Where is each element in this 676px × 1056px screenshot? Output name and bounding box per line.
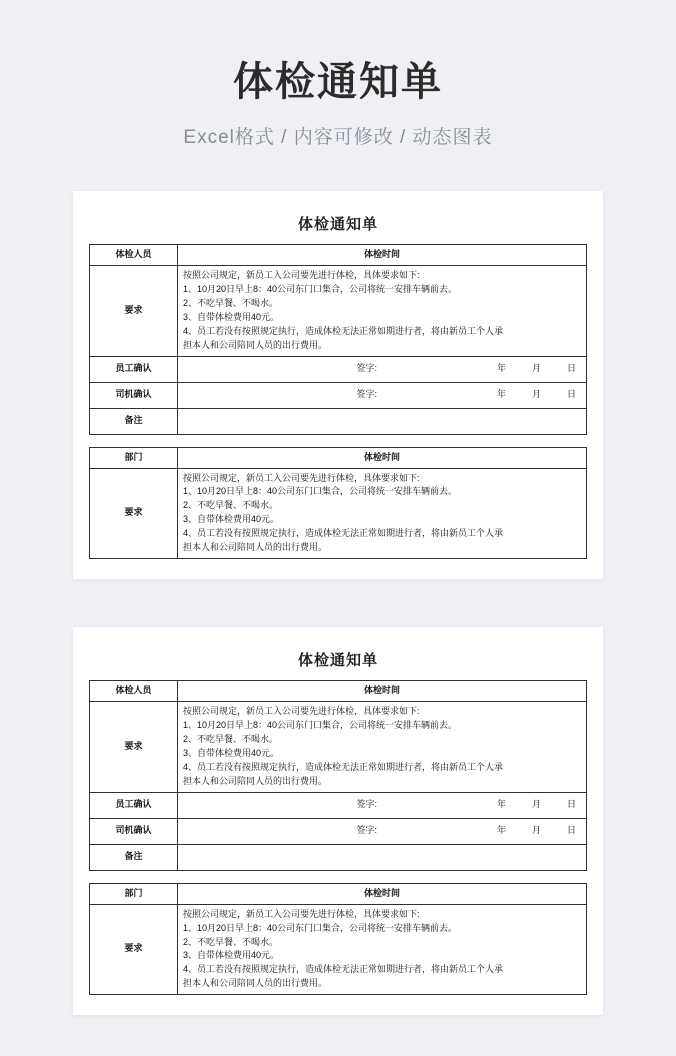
label-employee-confirm: 员工确认	[90, 792, 178, 818]
requirement-line: 2、不吃早餐、不喝水。	[183, 936, 279, 947]
day-label: 日	[566, 799, 576, 810]
year-label: 年	[496, 389, 506, 400]
signature-label: 签字:	[356, 363, 377, 374]
day-label: 日	[566, 389, 576, 400]
requirement-line: 1、10月20日早上8：40公司东门口集合，公司将统一安排车辆前去。	[183, 720, 458, 730]
table-row	[90, 447, 587, 468]
requirement-line: 按照公司规定，新员工入公司要先进行体检，具体要求如下:	[183, 908, 420, 919]
requirement-line: 1、10月20日早上8：40公司东门口集合，公司将统一安排车辆前去。	[183, 283, 458, 294]
label-requirement: 要求	[90, 265, 178, 356]
table-row	[90, 818, 587, 844]
label-requirement: 要求	[90, 702, 178, 793]
month-label: 月	[531, 389, 541, 400]
table-row	[90, 883, 587, 904]
label-time[interactable]: 体检时间	[178, 681, 587, 702]
requirement-line: 4、员工若没有按照规定执行，造成体检无法正常如期进行者，将由新员工个人承	[183, 325, 504, 336]
requirement-body[interactable]	[178, 904, 587, 995]
month-label: 月	[531, 825, 541, 836]
requirement-line: 担本人和公司陪同人员的出行费用。	[183, 775, 328, 786]
requirement-line: 3、自带体检费用40元。	[183, 747, 280, 758]
table-gap	[89, 435, 587, 447]
requirement-line: 按照公司规定，新员工入公司要先进行体检，具体要求如下:	[183, 269, 420, 280]
driver-signature-cell[interactable]	[178, 818, 587, 844]
month-label: 月	[531, 363, 541, 374]
table-row	[90, 356, 587, 382]
requirement-line: 担本人和公司陪同人员的出行费用。	[183, 978, 328, 989]
requirement-line: 按照公司规定，新员工入公司要先进行体检，具体要求如下:	[183, 472, 420, 483]
requirement-line: 4、员工若没有按照规定执行，造成体检无法正常如期进行者，将由新员工个人承	[183, 761, 504, 772]
document-card-2	[73, 627, 603, 1015]
notice-table-1	[89, 244, 587, 435]
label-department: 部门	[90, 883, 178, 904]
year-label: 年	[496, 825, 506, 836]
table-row	[90, 681, 587, 702]
hero-section	[0, 0, 676, 149]
label-staff: 体检人员	[90, 681, 178, 702]
label-remark: 备注	[90, 408, 178, 434]
requirement-line: 4、员工若没有按照规定执行，造成体检无法正常如期进行者，将由新员工个人承	[183, 964, 504, 975]
table-row	[90, 468, 587, 559]
table-gap	[89, 871, 587, 883]
requirement-body[interactable]	[178, 702, 587, 793]
document-title-2: 体检通知单	[297, 652, 378, 670]
requirement-line: 按照公司规定，新员工入公司要先进行体检，具体要求如下:	[183, 706, 420, 717]
driver-signature-cell[interactable]	[178, 382, 587, 408]
signature-label: 签字:	[356, 825, 377, 836]
requirement-line: 2、不吃早餐、不喝水。	[183, 500, 279, 511]
requirement-line: 3、自带体检费用40元。	[183, 311, 280, 322]
label-requirement: 要求	[90, 468, 178, 559]
month-label: 月	[531, 799, 541, 810]
page-title: 体检通知单	[233, 60, 443, 104]
remark-cell[interactable]	[178, 844, 587, 870]
page-subtitle: Excel格式 / 内容可修改 / 动态图表	[183, 127, 493, 148]
requirement-line: 2、不吃早餐、不喝水。	[183, 733, 279, 744]
requirement-line: 4、员工若没有按照规定执行，造成体检无法正常如期进行者，将由新员工个人承	[183, 528, 504, 539]
employee-signature-cell[interactable]	[178, 356, 587, 382]
requirement-line: 1、10月20日早上8：40公司东门口集合，公司将统一安排车辆前去。	[183, 486, 458, 497]
label-time[interactable]: 体检时间	[178, 447, 587, 468]
table-row	[90, 245, 587, 266]
label-time[interactable]: 体检时间	[178, 245, 587, 266]
document-title-1: 体检通知单	[297, 216, 378, 233]
table-row	[90, 265, 587, 356]
requirement-line: 2、不吃早餐、不喝水。	[183, 297, 279, 308]
requirement-line: 担本人和公司陪同人员的出行费用。	[183, 542, 328, 553]
table-row	[90, 702, 587, 793]
signature-label: 签字:	[356, 799, 377, 810]
day-label: 日	[566, 825, 576, 836]
requirement-line: 3、自带体检费用40元。	[183, 514, 280, 525]
year-label: 年	[496, 363, 506, 374]
table-row	[90, 904, 587, 995]
requirement-body[interactable]	[178, 265, 587, 356]
label-remark: 备注	[90, 844, 178, 870]
day-label: 日	[566, 363, 576, 374]
remark-cell[interactable]	[178, 408, 587, 434]
year-label: 年	[496, 799, 506, 810]
label-time[interactable]: 体检时间	[178, 883, 587, 904]
label-department: 部门	[90, 447, 178, 468]
notice-table-3	[89, 680, 587, 871]
requirement-body[interactable]	[178, 468, 587, 559]
table-row	[90, 382, 587, 408]
document-card-1	[73, 191, 603, 579]
label-driver-confirm: 司机确认	[90, 382, 178, 408]
table-row	[90, 792, 587, 818]
notice-table-4	[89, 883, 587, 996]
table-row	[90, 408, 587, 434]
label-requirement: 要求	[90, 904, 178, 995]
employee-signature-cell[interactable]	[178, 792, 587, 818]
signature-label: 签字:	[356, 389, 377, 400]
table-row	[90, 844, 587, 870]
requirement-line: 1、10月20日早上8：40公司东门口集合，公司将统一安排车辆前去。	[183, 922, 458, 933]
label-employee-confirm: 员工确认	[90, 356, 178, 382]
notice-table-2	[89, 447, 587, 560]
requirement-line: 担本人和公司陪同人员的出行费用。	[183, 339, 328, 350]
requirement-line: 3、自带体检费用40元。	[183, 950, 280, 961]
label-staff: 体检人员	[90, 245, 178, 266]
label-driver-confirm: 司机确认	[90, 818, 178, 844]
